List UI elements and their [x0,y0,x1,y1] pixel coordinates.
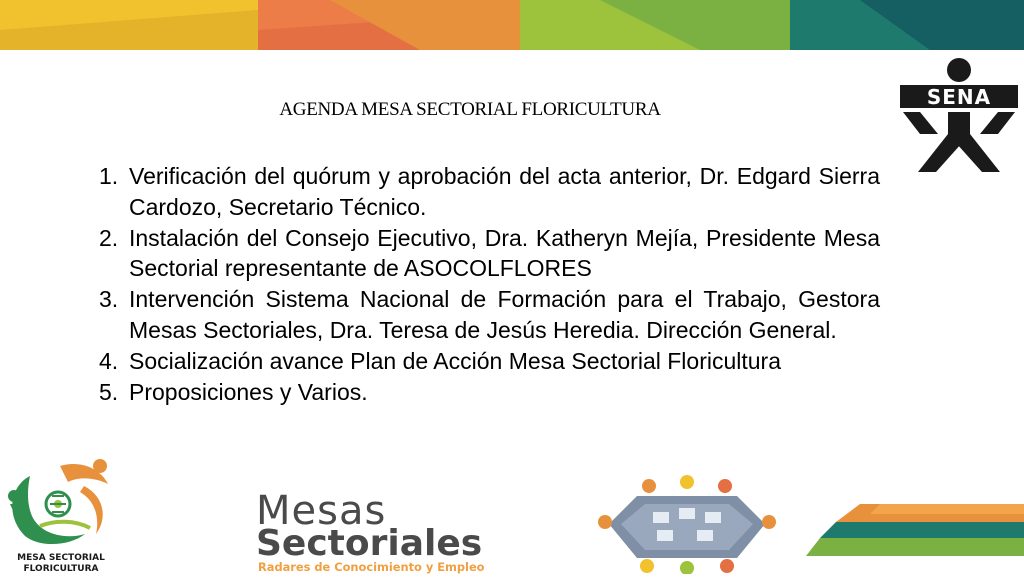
mesas-logo-tagline: Radares de Conocimiento y Empleo [258,560,485,574]
agenda-list [96,161,880,407]
mesa-sectorial-floricultura-logo [0,456,125,576]
agenda-item-number: 1. [99,163,119,189]
agenda-item [96,284,880,346]
sena-logo [898,56,1020,174]
meeting-illustration [597,474,777,574]
agenda-item-number: 2. [99,224,119,251]
top-color-banner [0,0,1024,50]
sena-logo-icon [898,56,1020,174]
banner-stripes-icon [0,0,1024,50]
mesas-logo-word1: Mesas [256,488,387,534]
agenda-item-text: Verificación del quórum y aprobación del acta anterior, Dr. Edgard Sierra Cardozo, Secretario Técnico. [129,163,880,220]
mesa-logo-caption-line2: FLORICULTURA [23,564,99,574]
mesa-logo-caption-line1: MESA SECTORIAL [17,553,105,563]
agenda-item-text: Socialización avance Plan de Acción Mesa Sectorial Floricultura [129,347,781,374]
slide-title: AGENDA MESA SECTORIAL FLORICULTURA [279,99,661,120]
agenda-item-text: Intervención Sistema Nacional de Formación para el Trabajo, Gestora Mesas Sectoriales, Dra. Teresa de Jesús Heredia. Dirección General. [129,286,880,343]
agenda-item [96,223,880,285]
agenda-item-number: 3. [99,286,119,313]
agenda-item [96,161,880,223]
agenda-item-number: 5. [99,378,119,405]
bottom-color-stripes [800,500,1024,560]
sena-logo-text: SENA [926,85,992,109]
flower-person-logo-icon [0,456,125,548]
bottom-stripes-icon [800,500,1024,560]
meeting-table-icon [597,474,777,574]
agenda-item [96,346,880,377]
mesas-sectoriales-logo [256,490,566,576]
agenda-item-text: Instalación del Consejo Ejecutivo, Dra. Katheryn Mejía, Presidente Mesa Sectorial representante de ASOCOLFLORES [129,224,880,282]
agenda-item [96,377,880,408]
agenda-item-text: Proposiciones y Varios. [129,378,368,405]
agenda-item-number: 4. [99,347,119,374]
mesas-logo-word2: Sectoriales [256,523,483,564]
